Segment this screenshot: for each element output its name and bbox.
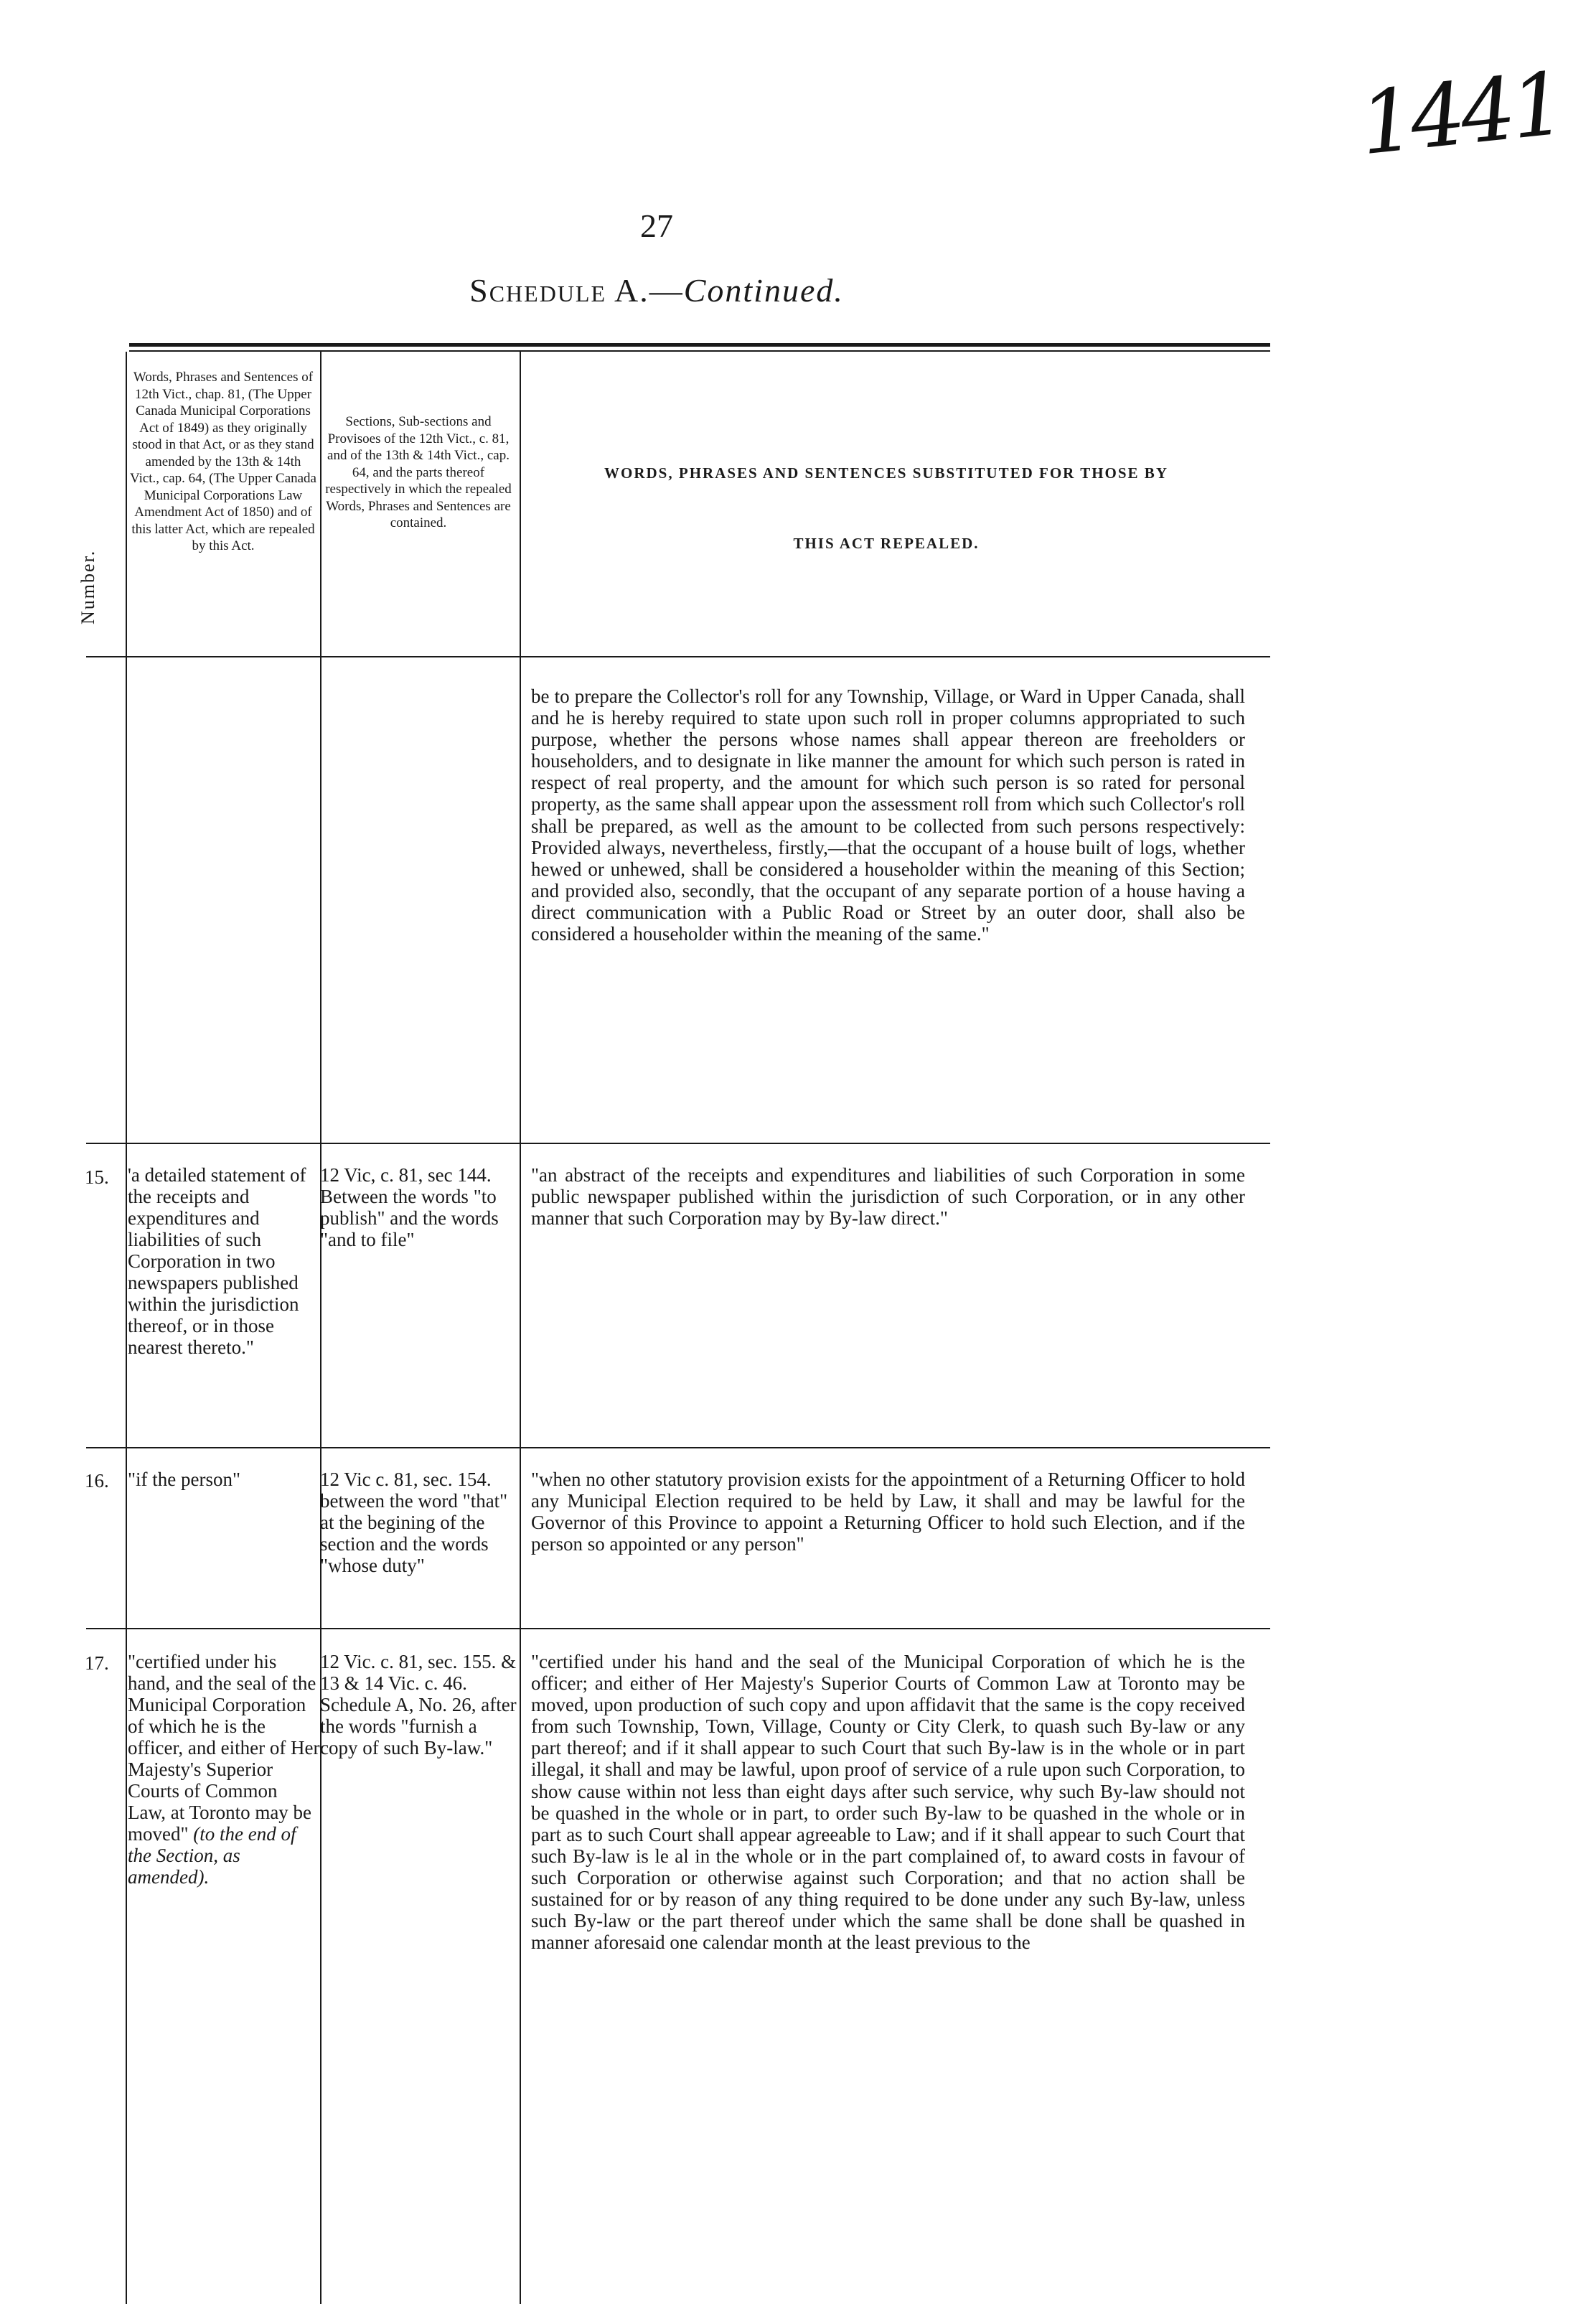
schedule-title-dash: — — [649, 272, 684, 309]
row-separator — [86, 1143, 1270, 1144]
row-16-sections: 12 Vic c. 81, sec. 154. between the word "that" at the begining of the section and the words "whose duty" — [320, 1469, 508, 1576]
header-repealed-words: Words, Phrases and Sentences of 12th Vict., chap. 81, (The Upper Canada Municipal Corporations Act of 1849) as they originally stood in that Act, or as they stand amended by the 13th & 14th Vict., cap. 64, (The Upper Canada Municipal Corporations Law Amendment Act of 1850) and of this latter Act, which are repealed by this Act. — [129, 370, 316, 553]
row-15-sections: 12 Vic, c. 81, sec 144. Between the words "to publish" and the words "and to file" — [320, 1164, 499, 1250]
row-17-number: 17. — [85, 1652, 109, 1674]
schedule-title-caps: Schedule A. — [469, 272, 649, 309]
row-17-repealed-note: (to the end of the Section, as amended). — [128, 1823, 296, 1888]
header-substituted-line2: THIS ACT REPEALED. — [793, 535, 980, 552]
column-rule-1 — [126, 352, 127, 2304]
row-17-repealed — [128, 1651, 320, 1888]
row-separator — [86, 1447, 1270, 1448]
row-17-repealed-text: "certified under his hand, and the seal of the Municipal Corporation of which he is the officer, and either of Her Majesty's Superior Courts of Common Law, at Toronto may be moved" — [128, 1651, 320, 1845]
row-separator — [86, 1628, 1270, 1629]
row-16-number: 16. — [85, 1470, 109, 1491]
row-15-substituted: "an abstract of the receipts and expenditures and liabilities of such Corporation in some public newspaper published within the jurisdiction of such Corporation, or in any other manner that such Corporation may by By-law direct." — [531, 1164, 1245, 1230]
row-15-number: 15. — [85, 1166, 109, 1188]
schedule-title-continued: Continued. — [683, 272, 844, 309]
row-continuation-substituted: be to prepare the Collector's roll for any Township, Village, or Ward in Upper Canada, shall and he is hereby required to state upon such roll in proper columns appropriated to such purpose, whether the persons whose names shall appear thereon are freeholders or householders, and to designate in like manner the amount for which such person is rated in respect of real property, and the amount for which such person is so rated for personal property, as the same shall appear upon the assessment roll from which such Collector's roll shall be prepared, as well as the amount to be collected from such persons respectively: Provided always, nevertheless, firstly,—that the occupant of a house built of logs, whether hewed or unhewed, shall be considered a householder within the meaning of this Section; and provided also, secondly, that the occupant of any separate portion of a house having a direct communication with a Public Road or Street by an outer door, shall also be considered a householder within the meaning of the same." — [531, 685, 1245, 945]
handwritten-folio-number: 1441 — [1355, 54, 1567, 175]
header-substituted-line1: WORDS, PHRASES AND SENTENCES SUBSTITUTED FOR THOSE BY — [604, 464, 1168, 482]
header-bottom-rule — [86, 656, 1270, 657]
row-17-substituted: "certified under his hand and the seal of the Municipal Corporation of which he is the officer; and either of Her Majesty's Superior Courts of Common Law at Toronto may be moved, upon production of such copy and upon affidavit that the same is the copy received from such Township, Town, Village, County or City Clerk, to quash such By-law or any part thereof; and if it shall appear to such Court that such By-law is in the whole or in part illegal, it shall and may be lawful, upon proof of service of a rule upon such Corporation, to show cause within not less than eight days after such service, why such By-law should not be quashed in the whole or in part, to order such By-law to be quashed in the whole or in part as to such Court shall appear agreeable to Law; and if it shall appear to such Court that such By-law is le al in the whole or in the part complained of, to award costs in favour of such Corporation or otherwise against such Corporation; and that no action shall be sustained for or by reason of any thing required to be done under any such By-law, unless such By-law or the part thereof under which the same shall be done shall be quashed in manner aforesaid one calendar month at the least previous to the — [531, 1651, 1245, 1954]
column-rule-3 — [520, 352, 521, 2304]
column-rule-2 — [320, 352, 321, 2304]
row-15-repealed: 'a detailed statement of the receipts and expenditures and liabilities of such Corporation in two newspapers published within the jurisdiction thereof, or in those nearest thereto." — [128, 1164, 306, 1358]
page-number: 27 — [640, 207, 673, 244]
row-16-substituted: "when no other statutory provision exists for the appointment of a Returning Officer to hold any Municipal Election required to be held by Law, it shall and may be lawful for the Governor of this Province to appoint a Returning Officer to hold such Election, and if the person so appointed or any person" — [531, 1469, 1245, 1555]
top-rule-thin — [129, 350, 1270, 352]
row-16-repealed: "if the person" — [128, 1469, 241, 1490]
row-17-sections: 12 Vic. c. 81, sec. 155. & 13 & 14 Vic. c. 46. Schedule A, No. 26, after the words "furnish a copy of such By-law." — [320, 1651, 517, 1759]
header-number: Number. — [78, 549, 98, 624]
header-sections: Sections, Sub-sections and Provisoes of the 12th Vict., c. 81, and of the 13th & 14th Vict., cap. 64, and the parts thereof respectively in which the repealed Words, Phrases and Sentences are contained. — [325, 414, 512, 530]
schedule-title — [0, 271, 1313, 309]
top-rule-thick — [129, 343, 1270, 347]
